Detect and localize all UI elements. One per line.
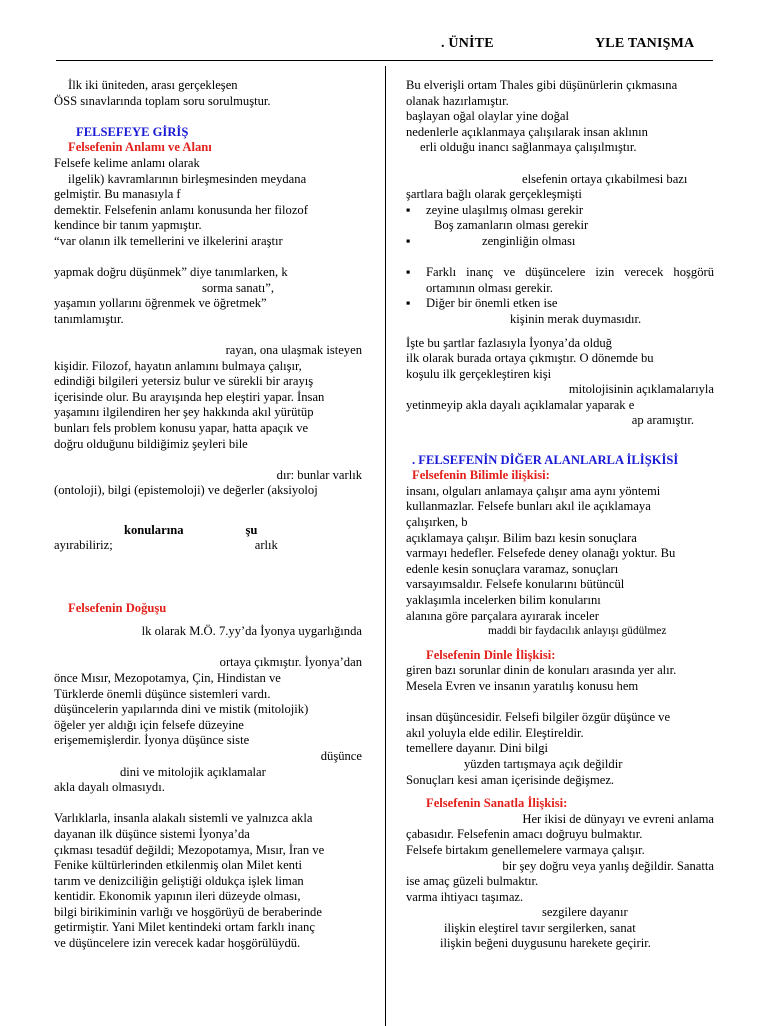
- paragraph-line: Sonuçları kesi aman içerisinde değişmez.: [406, 772, 615, 787]
- paragraph-line: kişinin merak duymasıdır.: [510, 311, 642, 326]
- paragraph-line: (ontoloji), bilgi (epistemoloji) ve değerler (aksiyoloj: [54, 483, 318, 498]
- paragraph-line: tarım ve denizciliğin geliştiği oldukça işlek liman: [54, 873, 304, 888]
- paragraph-line: Felsefe kelime anlamı olarak: [54, 155, 200, 170]
- paragraph-line: şartlara bağlı olarak gerçekleşmişti: [406, 187, 582, 202]
- unit-title: YLE TANIŞMA: [595, 36, 695, 51]
- paragraph-line: Türklerde önemli düşünce sistemleri vardı.: [54, 686, 271, 701]
- section-heading-diger: . FELSEFENİN DİĞER ALANLARLA İLİŞKİSİ: [412, 452, 679, 467]
- paragraph-line: Boş zamanların olması gerekir: [434, 218, 589, 233]
- paragraph-line: alanına göre parçalara ayırarak inceler: [406, 608, 599, 623]
- paragraph-line: “var olanın ilk temellerini ve ilkelerini araştır: [54, 233, 283, 248]
- paragraph-line: yetinmeyip akla dayalı açıklamalar yaparak e: [406, 397, 635, 412]
- paragraph-line: elsefenin ortaya çıkabilmesi bazı: [522, 171, 688, 186]
- paragraph-line: ilişkin beğeni duygusunu harekete geçirir.: [440, 936, 651, 951]
- paragraph-line: giren bazı sorunlar dinin de konuları arasında yer alır.: [406, 663, 677, 678]
- bullet-item: ▪ Diğer bir önemli etken ise: [406, 296, 558, 311]
- paragraph-line: Felsefe birtakım genellemelere varmaya çalışır.: [406, 842, 645, 857]
- intro-line: ÖSS sınavlarında toplam soru sorulmuştur.: [54, 93, 271, 108]
- paragraph-line: başlayan oğal olaylar yine doğal: [406, 109, 569, 124]
- paragraph-line: lk olarak M.Ö. 7.yy’da İyonya uygarlığında: [141, 624, 362, 639]
- paragraph-line: dır: bunlar varlık: [276, 467, 362, 482]
- subheading-dogus: Felsefenin Doğuşu: [68, 600, 167, 615]
- paragraph-line: yüzden tartışmaya açık değildir: [464, 756, 623, 771]
- subheading-sanat: Felsefenin Sanatla İlişkisi:: [426, 796, 568, 811]
- column-divider: [385, 66, 386, 1026]
- paragraph-line: demektir. Felsefenin anlamı konusunda her filozof: [54, 202, 308, 217]
- paragraph-line: getirmiştir. Yani Milet kentindeki ortam farklı inanç: [54, 920, 315, 935]
- paragraph-line: öğeler yer aldığı için felsefe düzeyine: [54, 717, 244, 732]
- right-column: [406, 78, 714, 952]
- paragraph-line: temellere dayanır. Dini bilgi: [406, 741, 548, 756]
- bullet-item: ▪ zenginliğin olması: [406, 233, 576, 248]
- paragraph-line: maddi bir faydacılık anlayışı güdülmez: [488, 625, 667, 638]
- konular-label: konularına: [124, 522, 184, 537]
- paragraph-line: bunları fels problem konusu yapar, hatta apaçık ve: [54, 421, 309, 436]
- paragraph-line: doğru olduğunu bildiğimiz şeyleri bile: [54, 436, 248, 451]
- section-heading-giris: FELSEFEYE GİRİŞ: [76, 124, 189, 139]
- paragraph-line: önce Mısır, Mezopotamya, Çin, Hindistan ve: [54, 670, 281, 685]
- paragraph-line: akla dayalı olmasıydı.: [54, 780, 165, 795]
- paragraph-line: kişidir. Filozof, hayatın anlamını bulmaya çalışır,: [54, 358, 302, 373]
- paragraph-line: olanak hazırlamıştır.: [406, 93, 509, 108]
- bullet-square-icon: ▪: [406, 233, 411, 248]
- paragraph-line: Varlıklarla, insanla alakalı sistemli ve yalnızca akla: [54, 811, 313, 826]
- header-rule: [56, 60, 713, 61]
- paragraph-line: çabasıdır. Felsefenin amacı doğruyu bulmaktır.: [406, 827, 643, 842]
- paragraph-line: bir şey doğru veya yanlış değildir. Sanatta: [502, 858, 714, 873]
- left-column: [54, 78, 362, 952]
- paragraph-line: varsayımsaldır. Felsefe konularını bütüncül: [406, 577, 625, 592]
- paragraph-line: ilişkin eleştirel tavır sergilerken, sanat: [444, 920, 636, 935]
- paragraph-line: kullanmazlar. Felsefe bunları akıl ile açıklamaya: [406, 499, 651, 514]
- paragraph-line: Fenike kültürlerinden etkilenmiş olan Milet kenti: [54, 858, 302, 873]
- paragraph-line: koşulu ilk gerçekleştiren kişi: [406, 366, 552, 381]
- bullet-item: ▪ Farklı inanç ve düşüncelere izin verecek hoşgörü ortamının olması gerekir.: [406, 265, 714, 295]
- su-label: şu: [245, 522, 258, 537]
- paragraph-line: insanı, olguları anlamaya çalışır ama aynı yöntemi: [406, 483, 661, 498]
- paragraph-line: Her ikisi de dünyayı ve evreni anlama: [522, 811, 714, 826]
- paragraph-line: İşte bu şartlar fazlasıyla İyonya’da olduğ: [406, 335, 612, 350]
- unit-label: . ÜNİTE: [441, 36, 494, 51]
- bullet-square-icon: ▪: [406, 265, 411, 280]
- paragraph-line: ilk olarak burada ortaya çıkmıştır. O dönemde bu: [406, 351, 654, 366]
- paragraph-line: gelmiştir. Bu manasıyla f: [54, 187, 181, 202]
- paragraph-line: mitolojisinin açıklamalarıyla: [568, 382, 714, 397]
- bullet-item: ▪ zeyine ulaşılmış olması gerekir: [406, 202, 584, 217]
- paragraph-line: yapmak doğru düşünmek” diye tanımlarken, k: [54, 265, 288, 280]
- paragraph-line: edenle kesin sonuçlara varamaz, sonuçları: [406, 561, 619, 576]
- varlik-text: arlık: [254, 538, 278, 553]
- subheading-din: Felsefenin Dinle İlişkisi:: [426, 647, 556, 662]
- paragraph-line: bilgi birikiminin varlığı ve hoşgörüyü de beraberinde: [54, 904, 322, 919]
- ayirabiliriz-text: ayırabiliriz;: [54, 538, 113, 553]
- paragraph-line: insan düşüncesidir. Felsefi bilgiler özgür düşünce ve: [406, 710, 671, 725]
- paragraph-line: ap aramıştır.: [631, 413, 694, 428]
- paragraph-line: dini ve mitolojik açıklamalar: [120, 764, 266, 779]
- intro-line: İlk iki üniteden, arası gerçekleşen: [68, 78, 238, 92]
- paragraph-line: kentidir. Ekonomik yapının ileri düzeyde olması,: [54, 889, 301, 904]
- paragraph-line: ise amaç güzeli bulmaktır.: [406, 874, 539, 889]
- paragraph-line: sorma sanatı”,: [201, 280, 275, 295]
- paragraph-line: varma ihtiyacı taşımaz.: [406, 889, 524, 904]
- paragraph-line: erli olduğu inancı sağlanmaya çalışılmıştır.: [420, 140, 637, 155]
- paragraph-line: edindiği bilgileri yetersiz bulur ve sürekli bir arayış: [54, 374, 314, 389]
- subheading-anlam: Felsefenin Anlamı ve Alanı: [68, 140, 212, 155]
- paragraph-line: erişememişlerdir. İyonya düşünce siste: [54, 733, 250, 748]
- subheading-bilim: Felsefenin Bilimle ilişkisi:: [412, 468, 550, 483]
- paragraph-line: varmayı hedefler. Felsefede deney olanağı yoktur. Bu: [406, 546, 676, 561]
- paragraph-line: ilgelik) kavramlarının birleşmesinden meydana: [68, 171, 307, 186]
- paragraph-line: sezgilere dayanır: [542, 905, 628, 920]
- bullet-square-icon: ▪: [406, 202, 411, 217]
- paragraph-line: düşüncelerin yapılarında dini ve mistik (mitolojik): [54, 702, 309, 717]
- paragraph-line: Bu elverişli ortam Thales gibi düşünürlerin çıkmasına: [406, 78, 678, 92]
- paragraph-line: düşünce: [320, 748, 362, 763]
- paragraph-line: akıl yoluyla elde edilir. Eleştireldir.: [406, 725, 584, 740]
- paragraph-line: ve düşüncelere izin verecek kadar hoşgörülüydü.: [54, 936, 301, 951]
- paragraph-line: içerisinde olur. Bu arayışında hep eleştiri yapar. İnsan: [54, 389, 325, 404]
- paragraph-line: dayanan ilk düşünce sistemi İyonya’da: [54, 826, 250, 841]
- bullet-square-icon: ▪: [406, 296, 411, 311]
- paragraph-line: nedenlerle açıklanmaya çalışılarak insan aklının: [406, 124, 648, 139]
- paragraph-line: açıklamaya çalışır. Bilim bazı kesin sonuçlara: [406, 530, 637, 545]
- paragraph-line: ortaya çıkmıştır. İyonya’dan: [219, 655, 362, 670]
- paragraph-line: yaşamını ilgilendiren her şey hakkında akıl yürütüp: [54, 405, 314, 420]
- paragraph-line: kendince bir tanım yapmıştır.: [54, 218, 202, 233]
- paragraph-line: Mesela Evren ve insanın yaratılış konusu hem: [406, 678, 639, 693]
- paragraph-line: yaklaşımla incelerken bilim konularını: [406, 593, 601, 607]
- paragraph-line: rayan, ona ulaşmak isteyen: [225, 343, 362, 358]
- paragraph-line: çıkması tesadüf değildi; Mezopotamya, Mısır, İran ve: [54, 842, 325, 857]
- paragraph-line: çalışırken, b: [406, 515, 468, 530]
- paragraph-line: yaşamın yollarını öğrenmek ve öğretmek”: [54, 296, 267, 311]
- paragraph-line: tanımlamıştır.: [54, 311, 124, 326]
